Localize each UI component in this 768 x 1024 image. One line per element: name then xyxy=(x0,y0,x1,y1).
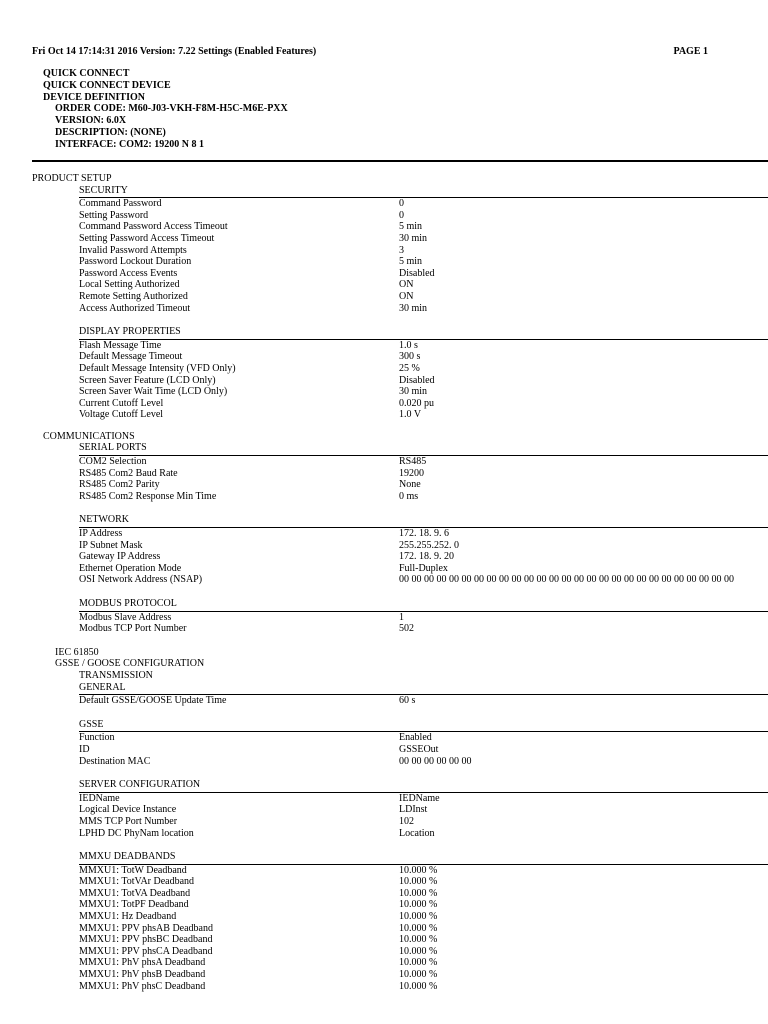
section-title: MMXU DEADBANDS xyxy=(79,851,176,863)
setting-label: Gateway IP Address xyxy=(79,551,161,563)
setting-value: 10.000 % xyxy=(399,922,438,934)
setting-row xyxy=(0,888,768,900)
setting-label: Logical Device Instance xyxy=(79,804,177,816)
setting-label: Remote Setting Authorized xyxy=(79,290,188,302)
setting-value: Location xyxy=(399,827,435,839)
setting-value: 172. 18. 9. 6 xyxy=(399,528,449,540)
setting-label: Voltage Cutoff Level xyxy=(79,409,164,421)
setting-value: 300 s xyxy=(399,351,421,363)
section-title: NETWORK xyxy=(79,514,129,526)
setting-row xyxy=(0,233,768,245)
setting-row xyxy=(0,828,768,840)
section-title: GENERAL xyxy=(79,681,126,693)
setting-row xyxy=(0,623,768,635)
setting-row xyxy=(0,865,768,877)
setting-label: RS485 Com2 Response Min Time xyxy=(79,490,217,502)
heading-transmission: TRANSMISSION xyxy=(79,669,153,681)
setting-row xyxy=(0,612,768,624)
setting-row xyxy=(0,911,768,923)
setting-label: MMS TCP Port Number xyxy=(79,815,178,827)
setting-label: Function xyxy=(79,732,115,744)
section-general xyxy=(0,682,768,707)
setting-value: 0 xyxy=(399,198,404,210)
setting-row xyxy=(0,981,768,993)
setting-row xyxy=(0,899,768,911)
setting-value: 25 % xyxy=(399,362,420,374)
setting-value: 10.000 % xyxy=(399,876,438,888)
setting-value: 00 00 00 00 00 00 00 00 00 00 00 00 00 00 00 00 00 00 00 00 00 00 00 00 00 00 00 xyxy=(399,574,734,586)
setting-value: 00 00 00 00 00 00 xyxy=(399,755,472,767)
section-security xyxy=(0,185,768,315)
setting-row xyxy=(0,946,768,958)
header-divider xyxy=(32,160,768,162)
setting-label: Command Password Access Timeout xyxy=(79,221,228,233)
setting-row xyxy=(0,268,768,280)
section-title: DISPLAY PROPERTIES xyxy=(79,326,181,338)
setting-value: 502 xyxy=(399,623,414,635)
section-serial-ports xyxy=(0,442,768,502)
setting-row xyxy=(0,969,768,981)
setting-value: 1 xyxy=(399,611,404,623)
setting-value: None xyxy=(399,479,421,491)
setting-label: MMXU1: TotW Deadband xyxy=(79,864,187,876)
setting-label: COM2 Selection xyxy=(79,456,147,468)
device-description: DESCRIPTION: (NONE) xyxy=(55,126,166,138)
device-line: QUICK CONNECT xyxy=(43,68,130,79)
setting-label: LPHD DC PhyNam location xyxy=(79,827,194,839)
section-title: SERIAL PORTS xyxy=(79,442,147,454)
section-modbus-protocol xyxy=(0,598,768,635)
setting-label: OSI Network Address (NSAP) xyxy=(79,574,203,586)
setting-value: 0 xyxy=(399,209,404,221)
setting-row xyxy=(0,363,768,375)
setting-label: Access Authorized Timeout xyxy=(79,302,191,314)
setting-label: Default GSSE/GOOSE Update Time xyxy=(79,695,227,707)
setting-row xyxy=(0,491,768,503)
setting-value: ON xyxy=(399,279,414,291)
setting-row xyxy=(0,574,768,586)
settings-body xyxy=(0,173,768,992)
setting-label: Command Password xyxy=(79,198,162,210)
setting-value: 60 s xyxy=(399,695,416,707)
setting-row xyxy=(0,551,768,563)
setting-label: RS485 Com2 Baud Rate xyxy=(79,467,178,479)
setting-label: Local Setting Authorized xyxy=(79,279,180,291)
setting-value: Enabled xyxy=(399,732,432,744)
setting-label: Modbus TCP Port Number xyxy=(79,623,187,635)
setting-value: 10.000 % xyxy=(399,945,438,957)
setting-row xyxy=(0,256,768,268)
setting-value: 30 min xyxy=(399,386,428,398)
setting-label: MMXU1: PhV phsB Deadband xyxy=(79,969,206,981)
setting-row xyxy=(0,245,768,257)
heading-communications: COMMUNICATIONS xyxy=(43,430,135,442)
setting-label: Default Message Intensity (VFD Only) xyxy=(79,362,236,374)
setting-row xyxy=(0,303,768,315)
setting-row xyxy=(0,351,768,363)
section-gsse xyxy=(0,719,768,767)
setting-value: 10.000 % xyxy=(399,980,438,992)
setting-row xyxy=(0,340,768,352)
setting-row xyxy=(0,398,768,410)
setting-label: Password Access Events xyxy=(79,267,178,279)
setting-label: MMXU1: PPV phsBC Deadband xyxy=(79,934,213,946)
setting-row xyxy=(0,923,768,935)
setting-label: Password Lockout Duration xyxy=(79,256,192,268)
setting-value: 10.000 % xyxy=(399,934,438,946)
setting-row xyxy=(0,375,768,387)
setting-row xyxy=(0,468,768,480)
setting-label: MMXU1: TotVAr Deadband xyxy=(79,876,195,888)
setting-value: ON xyxy=(399,290,414,302)
setting-label: MMXU1: PPV phsCA Deadband xyxy=(79,945,213,957)
setting-row xyxy=(0,695,768,707)
setting-value: 172. 18. 9. 20 xyxy=(399,551,454,563)
setting-value: 0 ms xyxy=(399,490,419,502)
setting-row xyxy=(0,291,768,303)
section-mmxu-deadbands xyxy=(0,851,768,992)
setting-value: 10.000 % xyxy=(399,899,438,911)
setting-value: Disabled xyxy=(399,374,435,386)
setting-value: RS485 xyxy=(399,456,427,468)
section-network xyxy=(0,514,768,586)
setting-row xyxy=(0,210,768,222)
setting-label: Current Cutoff Level xyxy=(79,397,164,409)
device-version: VERSION: 6.0X xyxy=(55,115,127,127)
setting-value: 10.000 % xyxy=(399,969,438,981)
setting-row xyxy=(0,479,768,491)
setting-value: Full-Duplex xyxy=(399,562,448,574)
heading-iec-61850: IEC 61850 xyxy=(55,646,99,658)
setting-value: 1.0 V xyxy=(399,409,422,421)
setting-label: IP Subnet Mask xyxy=(79,539,143,551)
setting-value: 5 min xyxy=(399,221,423,233)
heading-product-setup: PRODUCT SETUP xyxy=(32,173,112,184)
setting-label: RS485 Com2 Parity xyxy=(79,479,160,491)
setting-value: 255.255.252. 0 xyxy=(399,539,459,551)
setting-value: 3 xyxy=(399,244,404,256)
setting-label: Modbus Slave Address xyxy=(79,611,172,623)
setting-value: LDInst xyxy=(399,804,428,816)
section-title: SECURITY xyxy=(79,184,128,196)
setting-label: IEDName xyxy=(79,792,120,804)
setting-label: MMXU1: PPV phsAB Deadband xyxy=(79,922,213,934)
setting-value: 10.000 % xyxy=(399,864,438,876)
section-title: SERVER CONFIGURATION xyxy=(79,779,201,791)
setting-row xyxy=(0,957,768,969)
setting-label: Setting Password Access Timeout xyxy=(79,232,215,244)
setting-value: 5 min xyxy=(399,256,423,268)
setting-value: 30 min xyxy=(399,232,428,244)
setting-label: Ethernet Operation Mode xyxy=(79,562,182,574)
setting-label: Setting Password xyxy=(79,209,149,221)
setting-value: 102 xyxy=(399,815,414,827)
setting-label: Invalid Password Attempts xyxy=(79,244,187,256)
setting-row xyxy=(0,732,768,744)
setting-row xyxy=(0,279,768,291)
order-code: ORDER CODE: M60-J03-VKH-F8M-H5C-M6E-PXX xyxy=(55,103,288,115)
setting-row xyxy=(0,793,768,805)
section-display-properties xyxy=(0,326,768,421)
setting-value: 10.000 % xyxy=(399,957,438,969)
setting-label: MMXU1: PhV phsC Deadband xyxy=(79,980,206,992)
setting-value: 19200 xyxy=(399,467,424,479)
page-number: PAGE 1 xyxy=(673,46,708,57)
heading-gsse-goose: GSSE / GOOSE CONFIGURATION xyxy=(55,658,205,670)
device-interface: INTERFACE: COM2: 19200 N 8 1 xyxy=(55,138,204,150)
setting-value: Disabled xyxy=(399,267,435,279)
setting-label: Default Message Timeout xyxy=(79,351,183,363)
device-definition xyxy=(43,68,288,151)
setting-label: MMXU1: PhV phsA Deadband xyxy=(79,957,206,969)
setting-row xyxy=(0,816,768,828)
setting-row xyxy=(0,198,768,210)
setting-row xyxy=(0,563,768,575)
report-header-text: Fri Oct 14 17:14:31 2016 Version: 7.22 Settings (Enabled Features) xyxy=(32,46,317,57)
setting-value: 10.000 % xyxy=(399,911,438,923)
setting-row xyxy=(0,221,768,233)
setting-value: 10.000 % xyxy=(399,887,438,899)
setting-row xyxy=(0,409,768,421)
setting-row xyxy=(0,386,768,398)
setting-label: MMXU1: TotPF Deadband xyxy=(79,899,189,911)
device-line: QUICK CONNECT DEVICE xyxy=(43,79,171,91)
setting-row xyxy=(0,876,768,888)
setting-row xyxy=(0,804,768,816)
setting-row xyxy=(0,540,768,552)
setting-value: IEDName xyxy=(399,792,440,804)
setting-value: GSSEOut xyxy=(399,743,439,755)
setting-label: Destination MAC xyxy=(79,755,151,767)
setting-label: Flash Message Time xyxy=(79,339,162,351)
setting-label: MMXU1: TotVA Deadband xyxy=(79,887,191,899)
device-line: DEVICE DEFINITION xyxy=(43,91,145,103)
setting-label: ID xyxy=(79,743,90,755)
section-title: MODBUS PROTOCOL xyxy=(79,598,177,609)
setting-value: 0.020 pu xyxy=(399,397,434,409)
setting-row xyxy=(0,934,768,946)
setting-label: Screen Saver Wait Time (LCD Only) xyxy=(79,386,228,398)
setting-label: IP Address xyxy=(79,528,123,540)
section-title: GSSE xyxy=(79,718,104,730)
section-server-configuration xyxy=(0,779,768,839)
setting-value: 30 min xyxy=(399,302,428,314)
setting-value: 1.0 s xyxy=(399,339,418,351)
setting-row xyxy=(0,456,768,468)
setting-row xyxy=(0,756,768,768)
setting-row xyxy=(0,744,768,756)
setting-label: Screen Saver Feature (LCD Only) xyxy=(79,374,216,386)
setting-row xyxy=(0,528,768,540)
setting-label: MMXU1: Hz Deadband xyxy=(79,911,177,923)
report-header xyxy=(32,46,708,58)
